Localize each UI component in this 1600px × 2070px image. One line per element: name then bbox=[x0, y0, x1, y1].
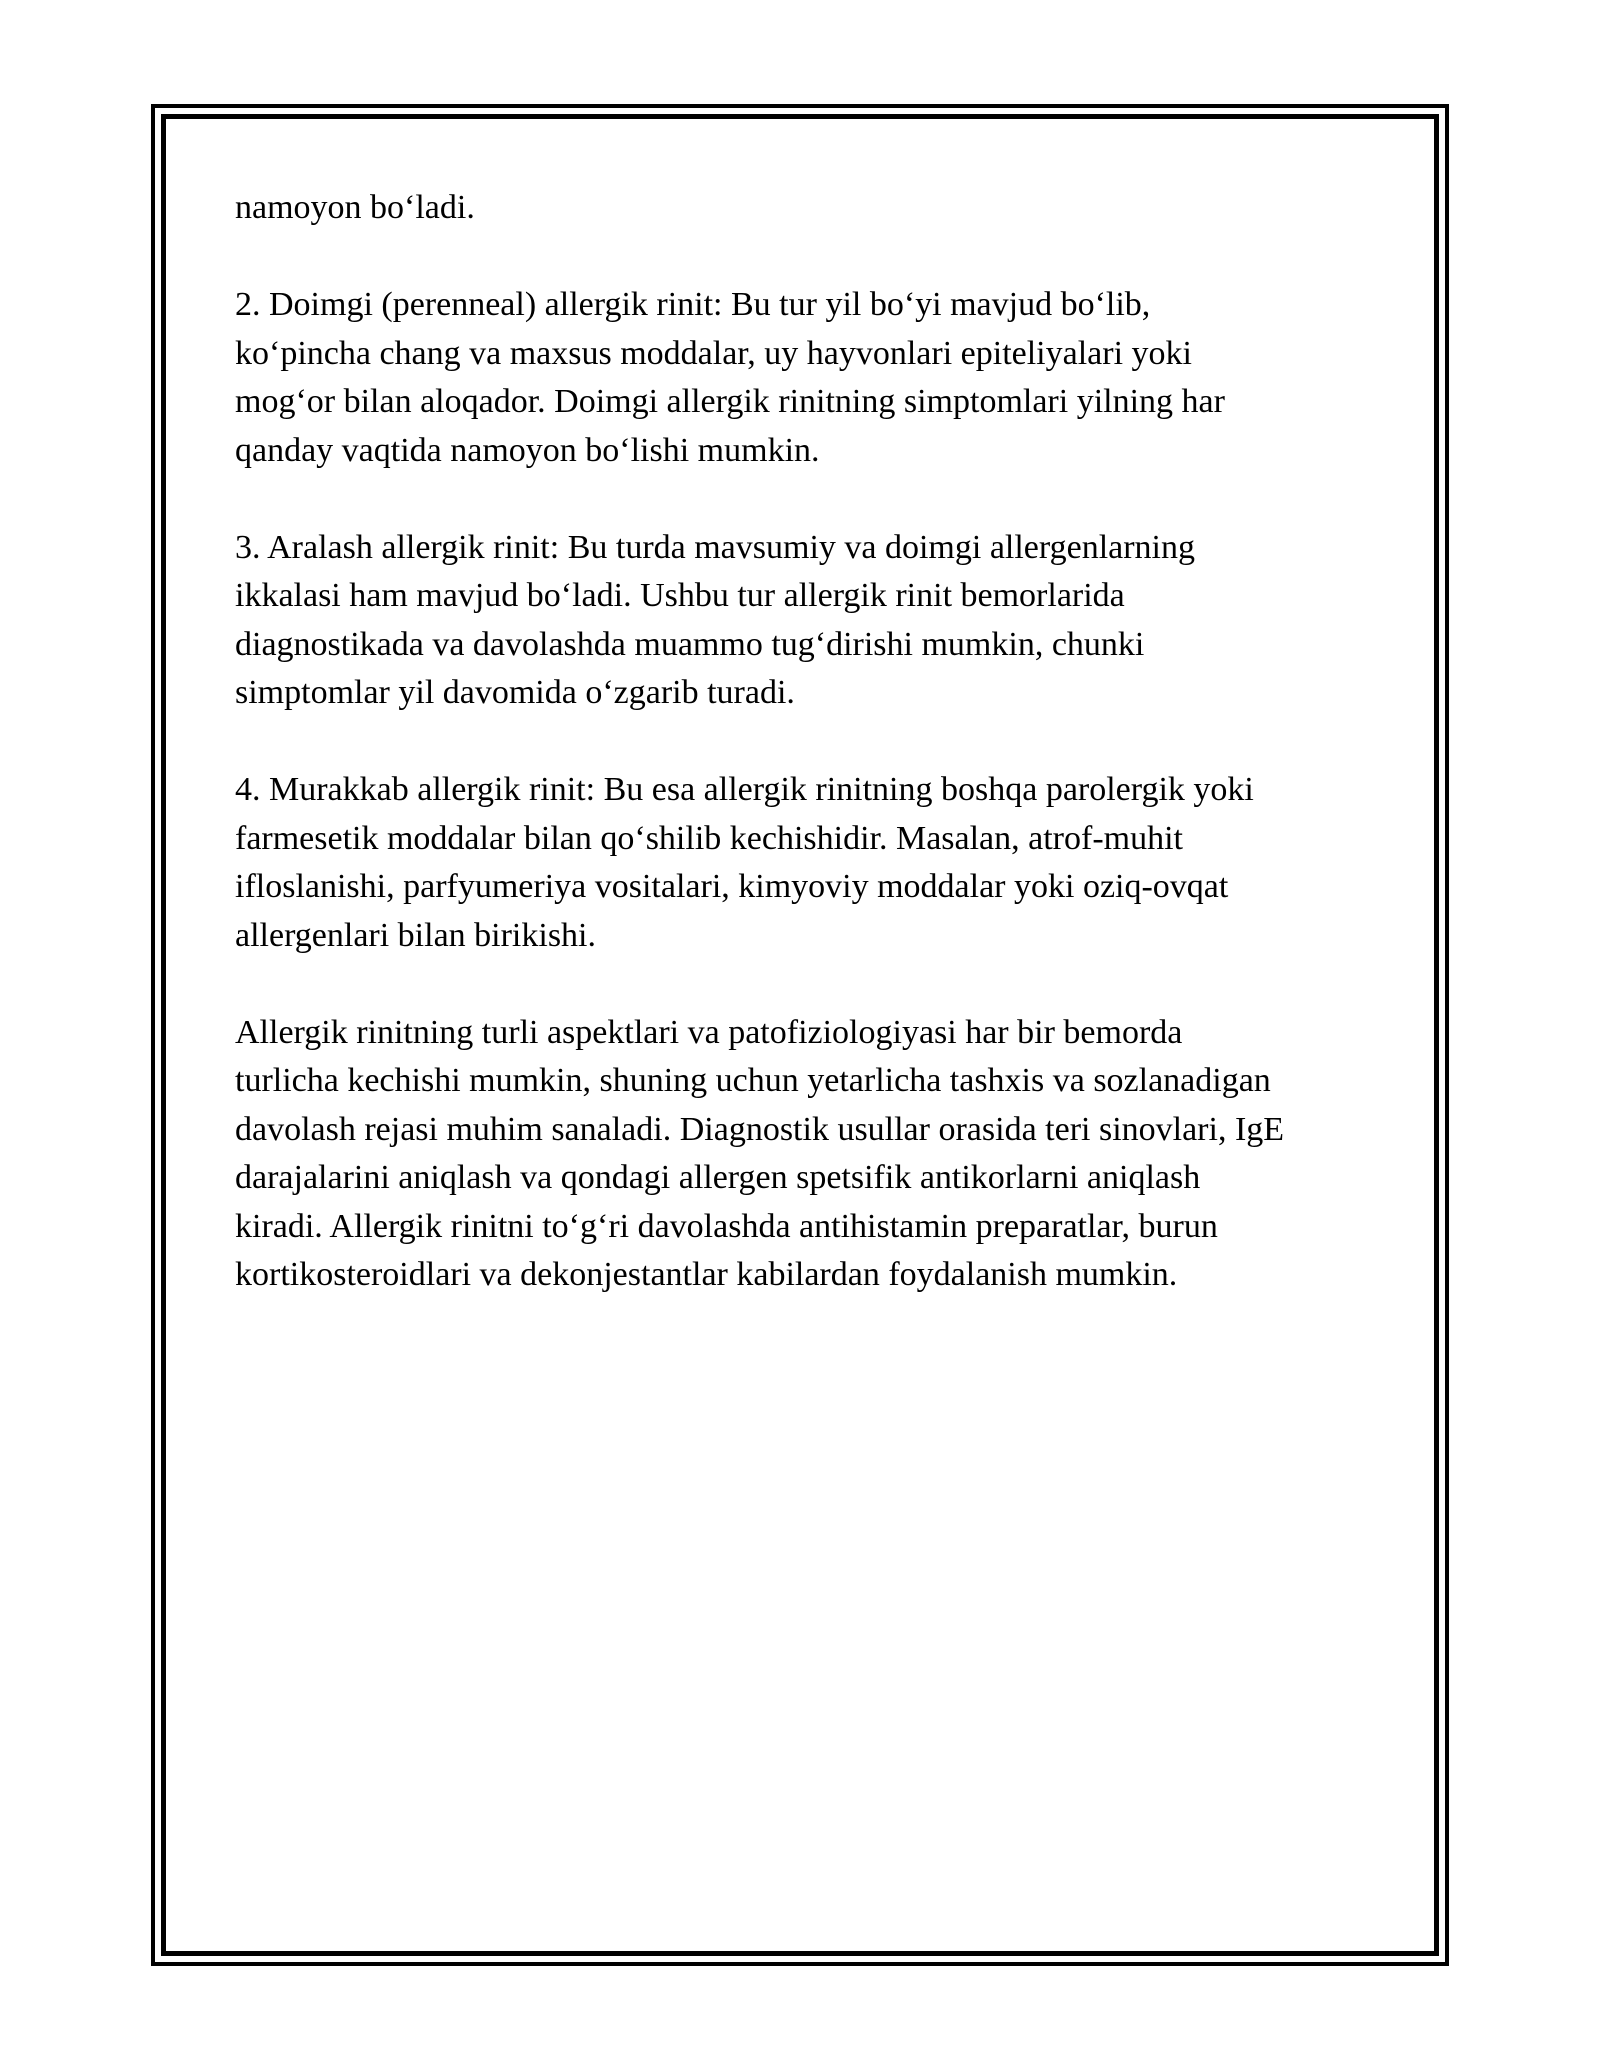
text-line: namoyon bo‘ladi. bbox=[235, 189, 475, 226]
text-line: qanday vaqtida namoyon bo‘lishi mumkin. bbox=[235, 431, 820, 469]
paragraph-perennial-rhinitis bbox=[235, 281, 1385, 475]
paragraph-complex-rhinitis bbox=[235, 766, 1385, 960]
text-line: ko‘pincha chang va maxsus moddalar, uy hayvonlari epiteliyalari yoki bbox=[235, 334, 1192, 372]
text-line: ifloslanishi, parfyumeriya vositalari, kimyoviy moddalar yoki oziq-ovqat bbox=[235, 868, 1229, 905]
text-line: davolash rejasi muhim sanaladi. Diagnostik usullar orasida teri sinovlari, IgE bbox=[235, 1110, 1285, 1148]
text-line: turlicha kechishi mumkin, shuning uchun yetarlicha tashxis va sozlanadigan bbox=[235, 1062, 1271, 1099]
text-line: 3. Aralash allergik rinit: Bu turda mavsumiy va doimgi allergenlarning bbox=[235, 528, 1196, 566]
paragraph-continuation bbox=[235, 184, 1385, 233]
text-line: ikkalasi ham mavjud bo‘ladi. Ushbu tur allergik rinit bemorlarida bbox=[235, 577, 1125, 614]
text-line: simptomlar yil davomida o‘zgarib turadi. bbox=[235, 674, 795, 711]
document-body bbox=[235, 184, 1385, 1348]
text-line: kiradi. Allergik rinitni to‘g‘ri davolashda antihistamin preparatlar, burun bbox=[235, 1207, 1218, 1245]
text-line: darajalarini aniqlash va qondagi allergen spetsifik antikorlarni aniqlash bbox=[235, 1159, 1201, 1196]
text-line: diagnostikada va davolashda muammo tug‘dirishi mumkin, chunki bbox=[235, 625, 1145, 663]
text-line: mog‘or bilan aloqador. Doimgi allergik rinitning simptomlari yilning har bbox=[235, 383, 1225, 420]
text-line: 4. Murakkab allergik rinit: Bu esa allergik rinitning boshqa parolergik yoki bbox=[235, 771, 1254, 808]
paragraph-mixed-rhinitis bbox=[235, 524, 1385, 718]
text-line: Allergik rinitning turli aspektlari va patofiziologiyasi har bir bemorda bbox=[235, 1013, 1183, 1051]
text-line: kortikosteroidlari va dekonjestantlar kabilardan foydalanish mumkin. bbox=[235, 1256, 1178, 1293]
text-line: 2. Doimgi (perenneal) allergik rinit: Bu tur yil bo‘yi mavjud bo‘lib, bbox=[235, 286, 1151, 323]
text-line: farmesetik moddalar bilan qo‘shilib kechishidir. Masalan, atrof-muhit bbox=[235, 819, 1183, 857]
text-line: allergenlari bilan birikishi. bbox=[235, 916, 597, 954]
paragraph-diagnosis-treatment bbox=[235, 1009, 1385, 1300]
